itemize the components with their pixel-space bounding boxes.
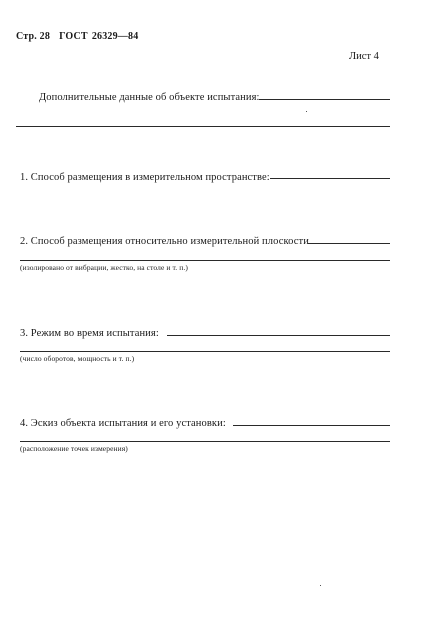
placement-relative-plane-line[interactable]: [308, 243, 390, 244]
sheet-label: Лист 4: [349, 51, 379, 62]
test-mode-line[interactable]: [167, 335, 390, 336]
test-mode-note: (число оборотов, мощность и т. п.): [20, 354, 135, 363]
placement-in-space-line[interactable]: [270, 178, 390, 179]
sketch-note: (расположение точек измерения): [20, 444, 128, 453]
sketch-line-2[interactable]: [20, 441, 390, 442]
sketch-label: 4. Эскиз объекта испытания и его установки:: [20, 418, 226, 429]
scan-speck: [306, 111, 307, 112]
additional-data-line[interactable]: [259, 99, 390, 100]
scan-speck: [320, 585, 321, 586]
placement-relative-plane-note: (изолировано от вибрации, жестко, на столе и т. п.): [20, 263, 188, 272]
test-mode-line-2[interactable]: [20, 351, 390, 352]
additional-data-label: Дополнительные данные об объекте испытания:: [39, 92, 260, 103]
sketch-line[interactable]: [233, 425, 390, 426]
placement-relative-plane-label: 2. Способ размещения относительно измерительной плоскости: [20, 236, 309, 247]
test-mode-label: 3. Режим во время испытания:: [20, 328, 159, 339]
placement-in-space-label: 1. Способ размещения в измерительном пространстве:: [20, 172, 270, 183]
placement-relative-plane-line-2[interactable]: [20, 260, 390, 261]
page-header: [16, 31, 138, 42]
standard-label: ГОСТ: [59, 31, 88, 42]
page-number: Стр. 28: [16, 31, 51, 42]
standard-number: 26329—84: [91, 31, 139, 42]
additional-data-line-2[interactable]: [16, 126, 390, 127]
